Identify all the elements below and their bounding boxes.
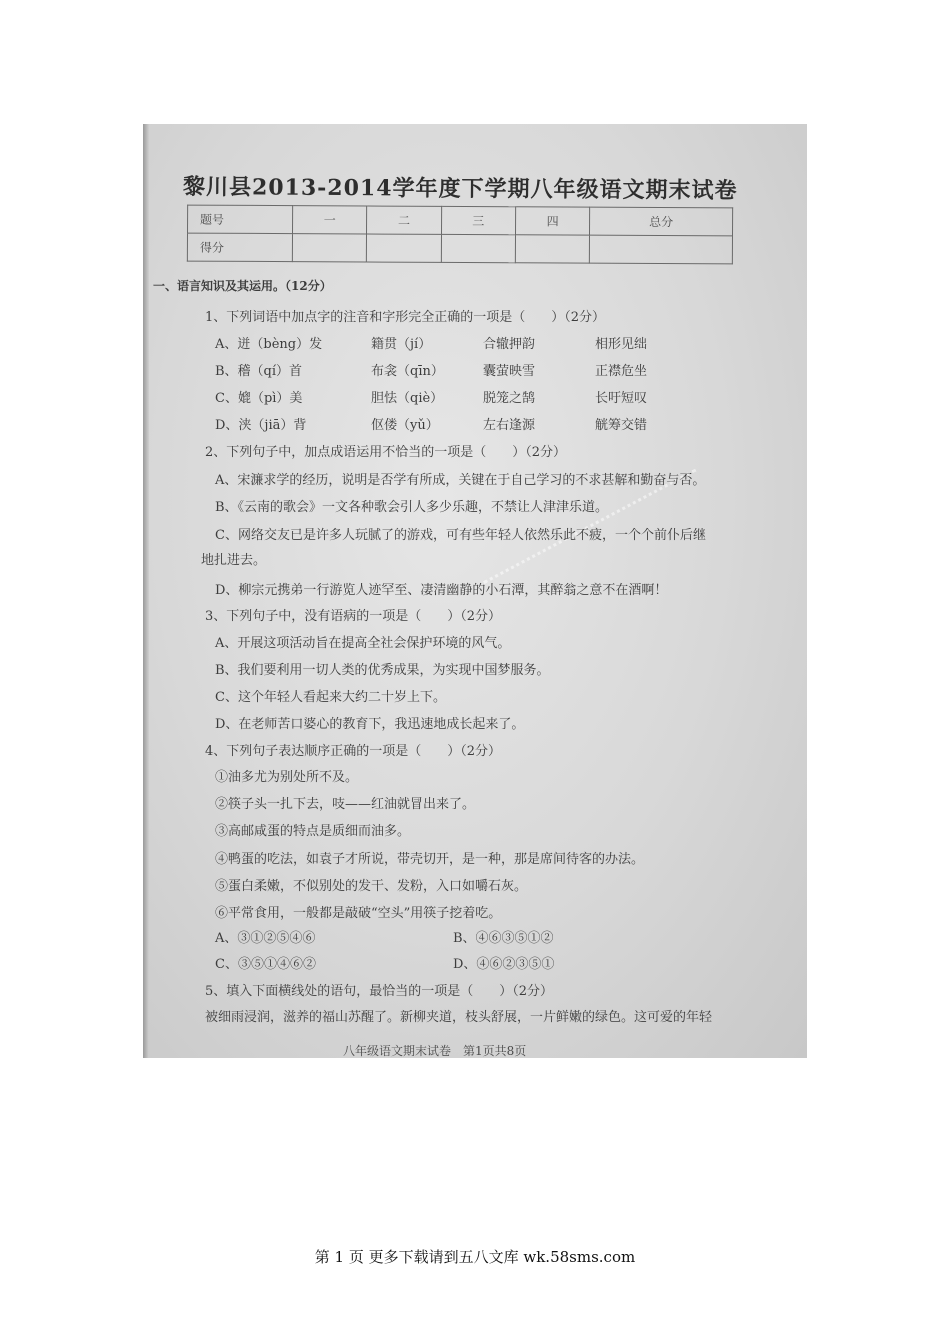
q4-sentence: ⑤蛋白柔嫩，不似别处的发干、发粉，入口如嚼石灰。: [215, 879, 528, 894]
q1-stem: 1、下列词语中加点字的注音和字形完全正确的一项是（ ）（2分）: [205, 310, 606, 325]
q1-option: 布衾（qīn）: [371, 364, 444, 379]
q4-option-d: D、④⑥②③⑤①: [453, 957, 555, 972]
q2-option-b: B、《云南的歌会》一文各种歌会引人多少乐趣，不禁让人津津乐道。: [215, 500, 609, 515]
score-cell: [515, 235, 589, 263]
q5-text: 被细雨浸润，滋养的福山苏醒了。新柳夹道，枝头舒展，一片鲜嫩的绿色。这可爱的年轻: [205, 1010, 713, 1025]
score-cell: [292, 234, 366, 262]
q2-option-a: A、宋濂求学的经历，说明是否学有所成，关键在于自己学习的不求甚解和勤奋与否。: [215, 473, 706, 488]
document-page-footer: 第 1 页 更多下载请到五八文库 wk.58sms.com: [314, 1248, 636, 1266]
q1-option: 胆怯（qiè）: [371, 391, 444, 406]
q2-option-c: C、网络交友已是许多人玩腻了的游戏，可有些年轻人依然乐此不疲，一个个前仆后继: [215, 528, 706, 543]
section-1-heading: 一、语言知识及其运用。（12分）: [153, 279, 332, 293]
q3-option-c: C、这个年轻人看起来大约二十岁上下。: [215, 690, 446, 705]
q1-option: 正襟危坐: [595, 364, 648, 379]
q1-option: 左右逢源: [483, 418, 536, 433]
score-header-cell: 四: [515, 207, 589, 235]
score-header-cell: 总分: [590, 207, 733, 236]
q4-stem: 4、下列句子表达顺序正确的一项是（ ）（2分）: [205, 744, 502, 759]
score-table-header-row: [188, 205, 733, 236]
score-cell: [367, 234, 441, 262]
q3-option-d: D、在老师苦口婆心的教育下，我迅速地成长起来了。: [215, 717, 525, 732]
q1-option: A、迸（bèng）发: [215, 337, 323, 352]
q4-option-c: C、③⑤①④⑥②: [215, 957, 316, 972]
exam-title: 黎川县2013-2014学年度下学期八年级语文期末试卷: [182, 173, 738, 204]
q3-option-a: A、开展这项活动旨在提高全社会保护环境的风气。: [215, 636, 511, 651]
q1-option: 觥筹交错: [595, 418, 648, 433]
score-header-cell: 题号: [188, 205, 293, 234]
q4-sentence: ④鸭蛋的吃法，如袁子才所说，带壳切开，是一种，那是席间待客的办法。: [215, 852, 645, 867]
q4-sentence: ③高邮咸蛋的特点是质细而油多。: [215, 824, 411, 839]
q5-stem: 5、填入下面横线处的语句，最恰当的一项是（ ）（2分）: [205, 984, 554, 999]
q2-option-c-continued: 地扎进去。: [201, 553, 267, 568]
q1-option: 相形见绌: [595, 337, 648, 352]
score-cell: [441, 234, 515, 262]
score-header-cell: 二: [367, 206, 441, 234]
q1-option: 脱笼之鹄: [483, 391, 536, 406]
q3-stem: 3、下列句子中，没有语病的一项是（ ）（2分）: [205, 609, 502, 624]
q1-option: C、媲（pì）美: [215, 391, 303, 406]
q3-option-b: B、我们要利用一切人类的优秀成果，为实现中国梦服务。: [215, 663, 550, 678]
score-table-score-row: [187, 233, 732, 264]
exam-photo: [143, 124, 807, 1058]
score-header-cell: 一: [293, 206, 367, 234]
q1-option: D、浃（jiā）背: [215, 418, 307, 433]
q4-sentence: ⑥平常食用，一般都是敲破“空头”用筷子挖着吃。: [215, 906, 502, 921]
q1-option: B、稽（qí）首: [215, 364, 303, 379]
score-cell: [590, 235, 733, 264]
q4-sentence: ②筷子头一扎下去，吱——红油就冒出来了。: [215, 797, 476, 812]
score-header-cell: 三: [441, 206, 515, 234]
q4-option-b: B、④⑥③⑤①②: [453, 931, 554, 946]
q1-option: 长吁短叹: [595, 391, 648, 406]
q1-option: 籍贯（jí）: [371, 337, 432, 352]
q1-option: 合辙押韵: [483, 337, 536, 352]
q4-sentence: ①油多尤为别处所不及。: [215, 770, 359, 785]
exam-page-footer: 八年级语文期末试卷 第1页共8页: [343, 1044, 527, 1058]
q4-option-a: A、③①②⑤④⑥: [215, 931, 316, 946]
q2-stem: 2、下列句子中，加点成语运用不恰当的一项是（ ）（2分）: [205, 445, 567, 460]
score-row-label: 得分: [187, 233, 292, 262]
photo-edge-shadow: [143, 124, 149, 1058]
q1-option: 囊萤映雪: [483, 364, 536, 379]
score-table: [187, 205, 733, 265]
q2-option-d: D、柳宗元携弟一行游览人迹罕至、凄清幽静的小石潭，其醉翁之意不在酒啊！: [215, 583, 668, 598]
q1-option: 伛偻（yǔ）: [371, 418, 439, 433]
